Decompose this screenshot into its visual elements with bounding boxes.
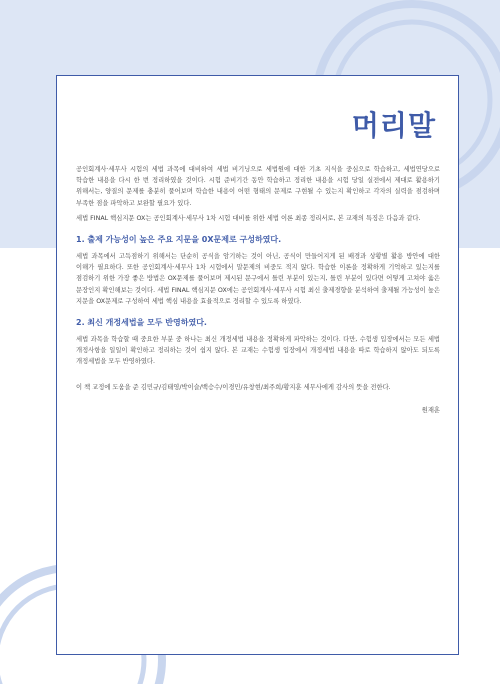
preface-body <box>76 164 440 416</box>
intro-paragraph: 공인회계사·세무사 시험의 세법 과목에 대비하여 세법 비기닝으로 세법원에 대한 기초 지식을 중심으로 학습하고, 세법연당으로 학습한 내용을 다시 한 번 정리하였을 것이다. 시험 준비기간 동안 학습하고 정리한 내용을 시험 당일 실전에서 제대로 활용하기 위해서는, 양질의 문제를 충분히 풀어보며 학습한 내용이 어떤 형태의 문제로 구현될 수 있는지 확인하고 각자의 실력을 점검하며 부족한 점을 파악하고 보완할 필요가 있다. <box>76 166 440 207</box>
author-name: 원재훈 <box>421 406 440 414</box>
closing-paragraph: 이 책 교정에 도움을 준 김민규/김태영/박이슬/백승수/이경민/유창현/최주희/황지훈 세무사에게 감사의 뜻을 전한다. <box>76 383 391 391</box>
intro-paragraph: 세법 FINAL 핵심지문 OX는 공인회계사·세무사 1차 시험 대비를 위한 세법 이론 최종 정리서로, 본 교재의 특징은 다음과 같다. <box>76 214 421 222</box>
section-paragraph: 세법 과목에서 고득점하기 위해서는 단순히 공식을 암기하는 것이 아닌, 공식이 만들어지게 된 배경과 상황별 활용 방안에 대한 이해가 필요하다. 또한 공인회계사·세무사 1차 시험에서 말문제의 비중도 적지 않다. 학습한 이론을 정확하게 기억하고 있는지를 점검하기 위한 가장 좋은 방법은 OX문제를 풀어보며 제시된 문구에서 틀린 부분이 있는지, 틀린 부분이 있다면 어떻게 고쳐야 옳은 문장인지 확인해보는 것이다. 세법 FINAL 핵심지문 OX에는 공인회계사·세무사 시험 최신 출제경향을 분석하여 출제될 가능성이 높은 지문을 OX문제로 구성하여 세법 핵심 내용을 효율적으로 정리할 수 있도록 하였다. <box>76 253 440 305</box>
page-title: 머리말 <box>351 109 436 142</box>
preface-page <box>56 75 459 655</box>
section-heading: 2. 최신 개정세법을 모두 반영하였다. <box>76 318 207 328</box>
section-heading: 1. 출제 가능성이 높은 주요 지문을 0X문제로 구성하였다. <box>76 235 282 245</box>
section-paragraph: 세법 과목을 학습할 때 중요한 부분 중 하나는 최신 개정세법 내용을 정확하게 파악하는 것이다. 다만, 수험생 입장에서는 모든 세법 개정사항을 일일이 확인하고 정리하는 것이 쉽지 않다. 본 교재는 수험생 입장에서 개정세법 내용을 따로 학습하지 않아도 되도록 개정세법을 모두 반영하였다. <box>76 336 440 366</box>
